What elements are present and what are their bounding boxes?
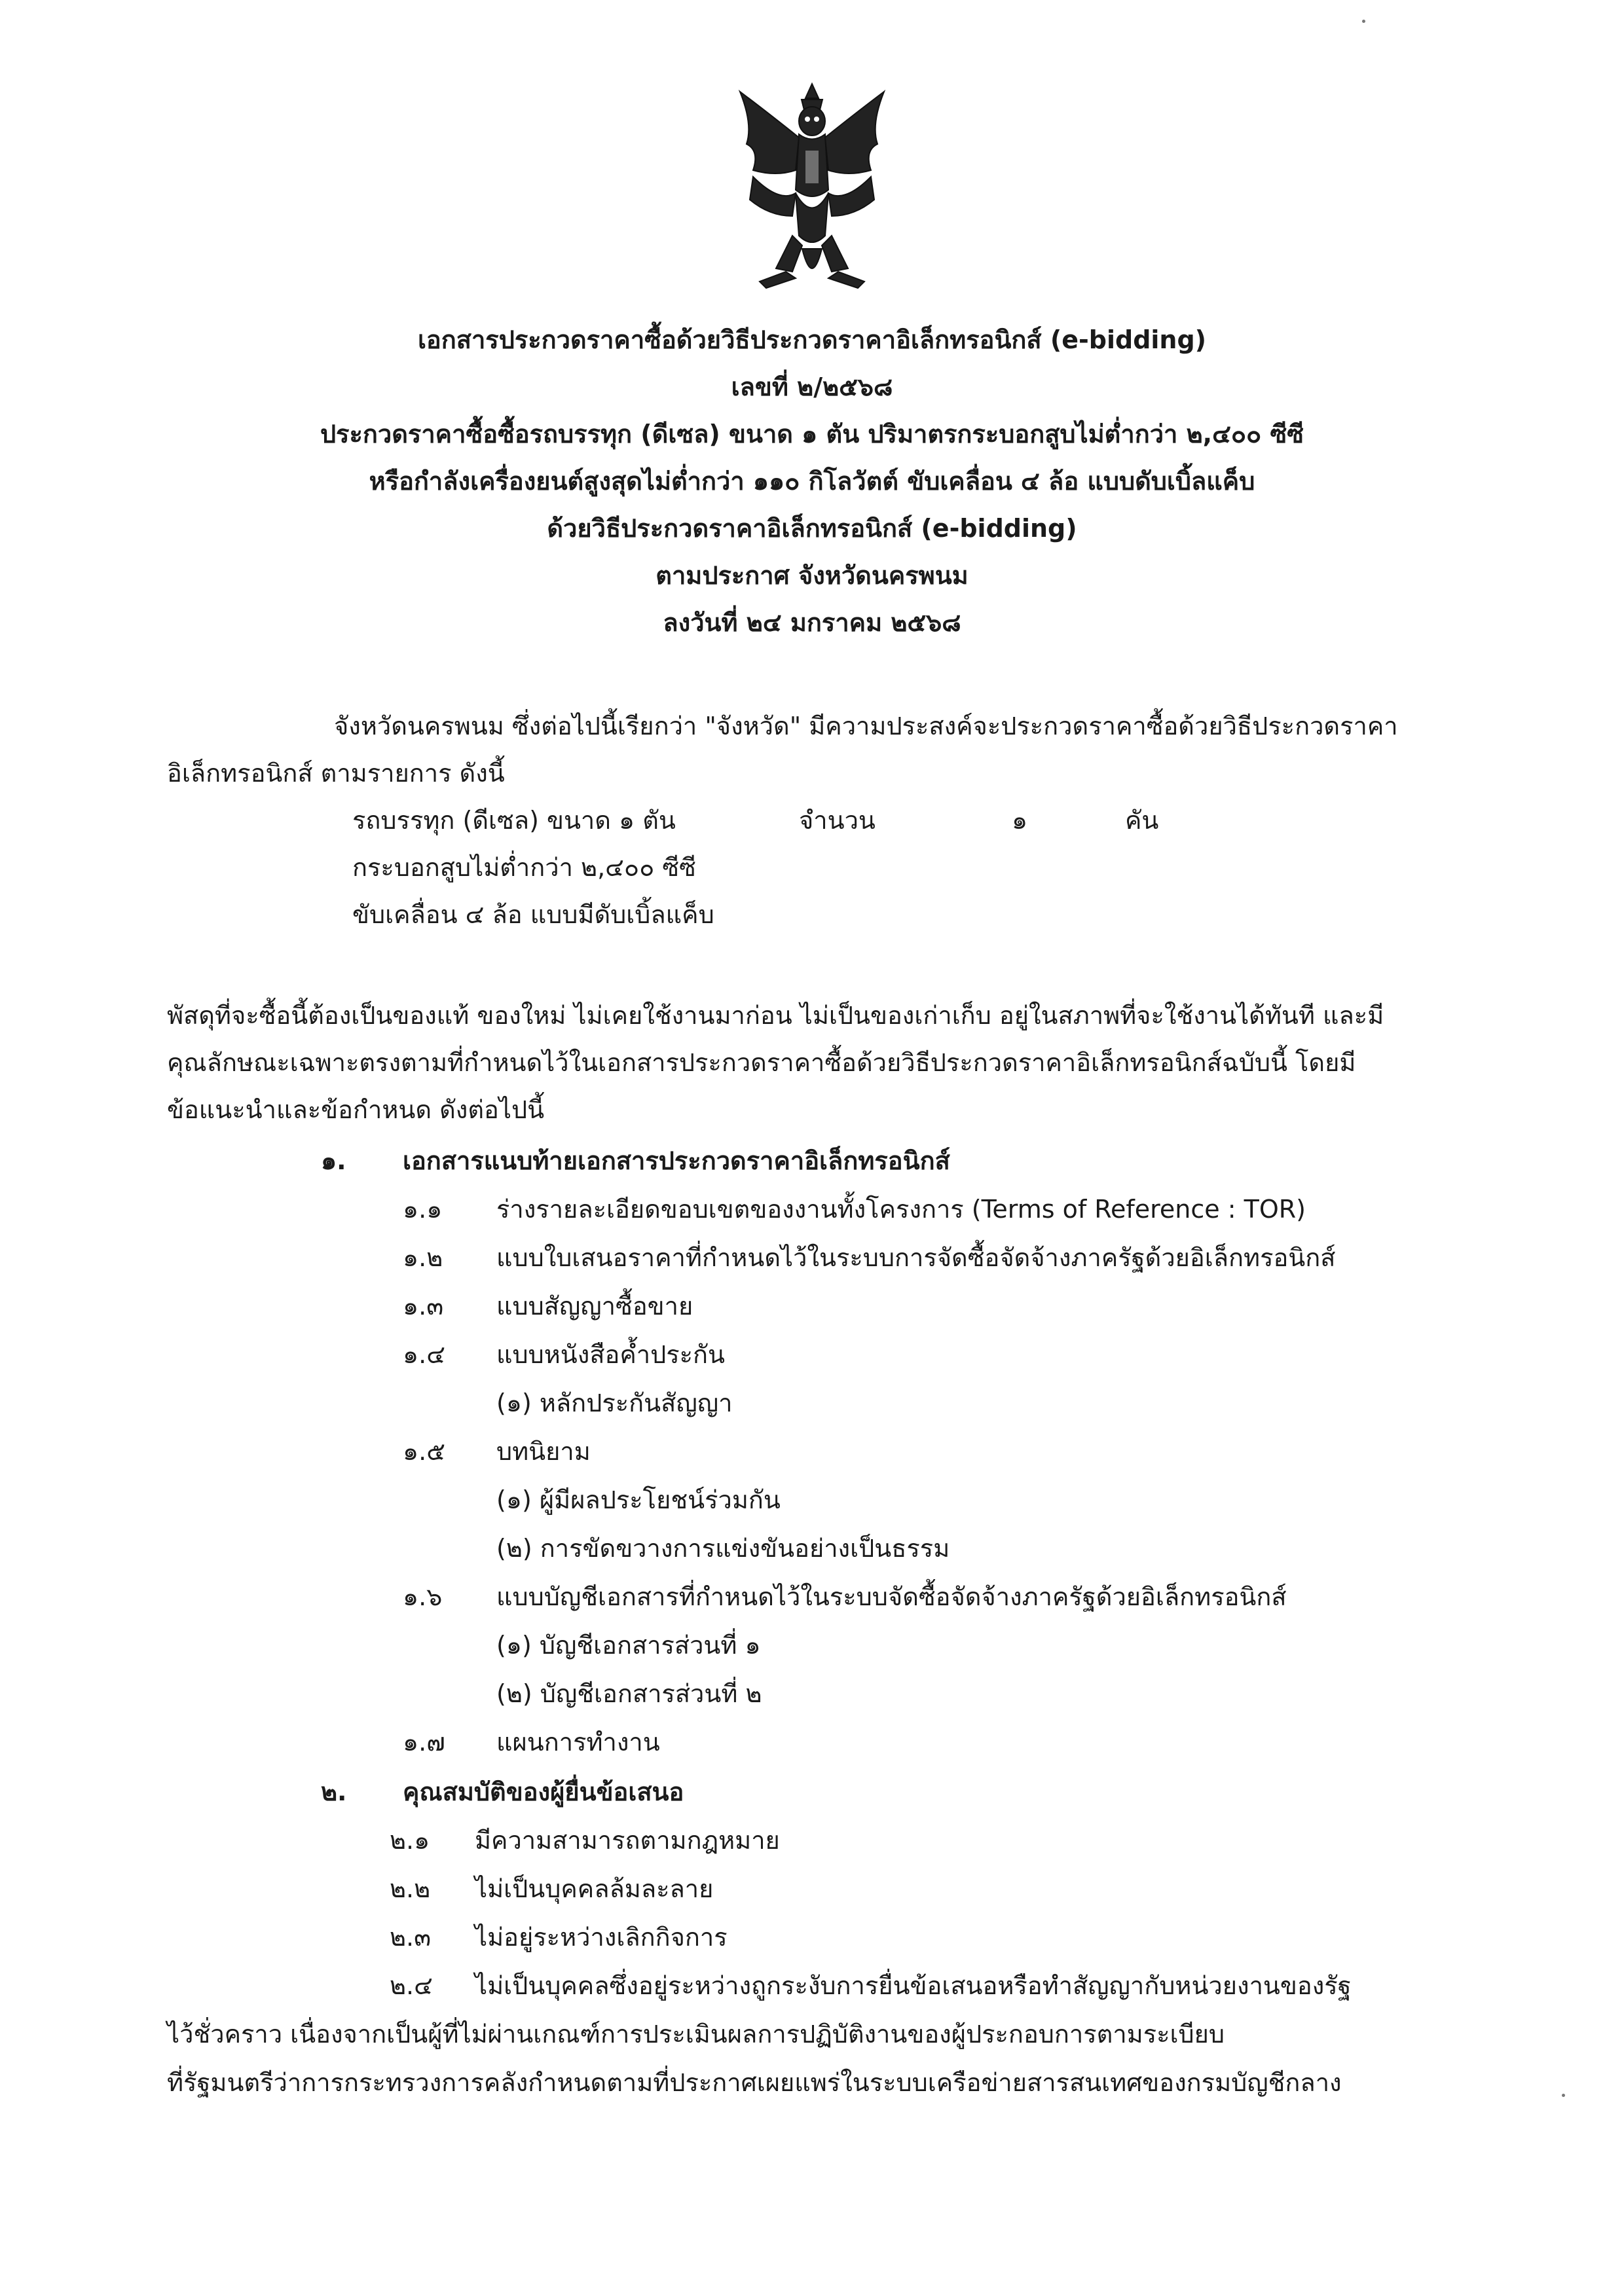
garuda-emblem <box>714 72 910 308</box>
section1-subitem: (๑) หลักประกันสัญญา <box>496 1389 733 1417</box>
scan-speck <box>1562 2094 1565 2097</box>
document-title-line4: หรือกำลังเครื่องยนต์สูงสุดไม่ต่ำกว่า ๑๑๐ กิโลวัตต์ ขับเคลื่อน ๔ ล้อ แบบดับเบิ้ลแค็บ <box>369 467 1255 496</box>
section1-subitem: (๒) บัญชีเอกสารส่วนที่ ๒ <box>496 1679 762 1708</box>
para-line3: ข้อแนะนำและข้อกำหนด ดังต่อไปนี้ <box>167 1095 545 1124</box>
section2-item-text: ไม่อยู่ระหว่างเลิกกิจการ <box>475 1923 728 1952</box>
section1-item-text: บทนิยาม <box>496 1437 591 1466</box>
section1-item-text: แผนการทำงาน <box>496 1728 660 1757</box>
section1-subitem: (๒) การขัดขวางการแข่งขันอย่างเป็นธรรม <box>496 1534 950 1563</box>
item-spec-engine: กระบอกสูบไม่ต่ำกว่า ๒,๔๐๐ ซีซี <box>352 853 696 882</box>
item-spec-drive: ขับเคลื่อน ๔ ล้อ แบบมีดับเบิ้ลแค็บ <box>352 900 714 929</box>
section2-item-number: ๒.๑ <box>390 1826 430 1855</box>
section2-number: ๒. <box>321 1777 347 1806</box>
section1-item-text: แบบหนังสือค้ำประกัน <box>496 1340 726 1369</box>
section1-item-number: ๑.๒ <box>403 1243 443 1272</box>
item-unit: คัน <box>1125 806 1159 835</box>
document-title-line5: ด้วยวิธีประกวดราคาอิเล็กทรอนิกส์ (e-bidding) <box>547 514 1077 543</box>
document-title-line1: เอกสารประกวดราคาซื้อด้วยวิธีประกวดราคาอิเล็กทรอนิกส์ (e-bidding) <box>417 325 1207 354</box>
announcement-date: ลงวันที่ ๒๔ มกราคม ๒๕๖๘ <box>663 608 961 637</box>
section2-item-continued: ที่รัฐมนตรีว่าการกระทรวงการคลังกำหนดตามที่ประกาศเผยแพร่ในระบบเครือข่ายสารสนเทศของกรมบัญชีกลาง <box>167 2068 1342 2097</box>
section2-item-text: ไม่เป็นบุคคลล้มละลาย <box>475 1874 714 1903</box>
section1-item-number: ๑.๓ <box>403 1292 444 1321</box>
item-qty-label: จำนวน <box>799 806 876 835</box>
section1-item-text: แบบบัญชีเอกสารที่กำหนดไว้ในระบบจัดซื้อจัดจ้างภาครัฐด้วยอิเล็กทรอนิกส์ <box>496 1582 1287 1611</box>
item-name: รถบรรทุก (ดีเซล) ขนาด ๑ ตัน <box>352 806 676 835</box>
section2-item-number: ๒.๒ <box>390 1874 431 1903</box>
section1-item-text: แบบใบเสนอราคาที่กำหนดไว้ในระบบการจัดซื้อจัดจ้างภาครัฐด้วยอิเล็กทรอนิกส์ <box>496 1243 1336 1272</box>
section1-subitem: (๑) ผู้มีผลประโยชน์ร่วมกัน <box>496 1485 781 1514</box>
section1-item-number: ๑.๖ <box>403 1582 443 1611</box>
scan-speck <box>1362 20 1365 23</box>
section2-item-number: ๒.๔ <box>390 1971 433 2000</box>
section2-item-number: ๒.๓ <box>390 1923 432 1952</box>
section1-title: เอกสารแนบท้ายเอกสารประกวดราคาอิเล็กทรอนิกส์ <box>403 1146 950 1175</box>
section1-item-number: ๑.๔ <box>403 1340 445 1369</box>
intro-line1: จังหวัดนครพนม ซึ่งต่อไปนี้เรียกว่า "จังหวัด" มีความประสงค์จะประกวดราคาซื้อด้วยวิธีประกวดราคา <box>334 712 1398 740</box>
section2-item-text: มีความสามารถตามกฎหมาย <box>475 1826 780 1855</box>
section1-item-text: ร่างรายละเอียดขอบเขตของงานทั้งโครงการ (Terms of Reference : TOR) <box>496 1195 1306 1224</box>
section1-subitem: (๑) บัญชีเอกสารส่วนที่ ๑ <box>496 1631 761 1660</box>
item-qty: ๑ <box>1012 806 1028 835</box>
document-title-line3: ประกวดราคาซื้อซื้อรถบรรทุก (ดีเซล) ขนาด ๑ ตัน ปริมาตรกระบอกสูบไม่ต่ำกว่า ๒,๔๐๐ ซีซี <box>320 420 1304 448</box>
section1-item-number: ๑.๗ <box>403 1728 445 1757</box>
section1-number: ๑. <box>321 1146 346 1175</box>
section2-item-continued: ไว้ชั่วคราว เนื่องจากเป็นผู้ที่ไม่ผ่านเกณฑ์การประเมินผลการปฏิบัติงานของผู้ประกอบการตามระเบียบ <box>167 2020 1225 2049</box>
section1-item-number: ๑.๑ <box>403 1195 443 1224</box>
section1-item-number: ๑.๕ <box>403 1437 445 1466</box>
section2-title: คุณสมบัติของผู้ยื่นข้อเสนอ <box>403 1777 684 1806</box>
para-line2: คุณลักษณะเฉพาะตรงตามที่กำหนดไว้ในเอกสารประกวดราคาซื้อด้วยวิธีประกวดราคาอิเล็กทรอนิกส์ฉบับนี้ โดยมี <box>167 1048 1356 1077</box>
section1-item-text: แบบสัญญาซื้อขาย <box>496 1292 693 1321</box>
document-number: เลขที่ ๒/๒๕๖๘ <box>731 373 893 401</box>
section2-item-text: ไม่เป็นบุคคลซึ่งอยู่ระหว่างถูกระงับการยื่นข้อเสนอหรือทำสัญญากับหน่วยงานของรัฐ <box>475 1971 1352 2000</box>
announcement-line: ตามประกาศ จังหวัดนครพนม <box>655 561 969 590</box>
para-line1: พัสดุที่จะซื้อนี้ต้องเป็นของแท้ ของใหม่ ไม่เคยใช้งานมาก่อน ไม่เป็นของเก่าเก็บ อยู่ในสภาพที่จะใช้งานได้ทันที และมี <box>167 1001 1384 1030</box>
intro-line2: อิเล็กทรอนิกส์ ตามรายการ ดังนี้ <box>167 759 505 788</box>
